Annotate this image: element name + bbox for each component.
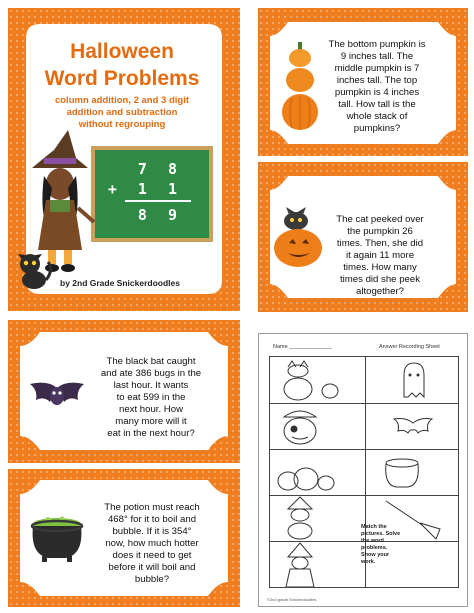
card-line: next hour. How [119, 404, 183, 415]
card-line: inches tall. The top [336, 75, 418, 86]
bat-icon [28, 378, 86, 414]
card-line: pumpkins? [353, 123, 401, 134]
card-line: The cat peeked over [336, 214, 424, 225]
instruction-line: problems. [361, 545, 388, 551]
card-line: times. Then, she did [336, 238, 424, 249]
card-cauldron-text [86, 502, 218, 586]
cover-subtitle-line3: without regrouping [78, 119, 166, 130]
chalkboard-row1: 7 8 [137, 160, 183, 178]
cover-title-line1: Halloween [70, 40, 174, 63]
sheet-name-label: Name ______________ [273, 344, 333, 350]
card-line: last hour. It wants [113, 380, 189, 391]
answer-recording-sheet [258, 333, 468, 607]
pumpkin-stack-icon [280, 40, 320, 136]
card-line: it again 11 more [345, 250, 415, 261]
witch-cat-outline-icon [270, 495, 364, 541]
cat-pumpkin-outline-icon [270, 357, 364, 403]
chalkboard [91, 146, 213, 242]
card-line: tall. How tall is the [338, 99, 416, 110]
card-line: the pumpkin 26 [347, 226, 413, 237]
card-line: The bottom pumpkin is [328, 39, 426, 50]
card-line: before it will boil and [108, 562, 196, 573]
card-line: now, how much hotter [105, 538, 199, 549]
card-line: whole stack of [346, 111, 408, 122]
card-line: pumpkin is 4 inches [334, 87, 420, 98]
chalkboard-line [125, 200, 191, 202]
witch-outline-icon [270, 541, 364, 587]
card-line: eat in the next hour? [107, 428, 195, 439]
card-line: bubble. If it is 354° [112, 526, 192, 537]
card-cat-peek-text [322, 214, 438, 298]
card-pumpkin-stack-text [318, 39, 436, 135]
card-line: 468° for it to boil and [107, 514, 197, 525]
instruction-line: work. [361, 559, 376, 565]
card-line: middle pumpkin is 7 [334, 63, 420, 74]
instruction-line: Match the [361, 524, 387, 530]
chalkboard-row2: + 1 1 [107, 180, 183, 198]
card-line: The potion must reach [104, 502, 200, 513]
card-bat-text [86, 356, 216, 440]
cover-title-line2: Word Problems [44, 67, 200, 90]
cauldron-icon [28, 514, 86, 564]
cover-subtitle-line2: addition and subtraction [66, 107, 178, 118]
cover-subtitle-line1: column addition, 2 and 3 digit [54, 95, 190, 106]
card-line: altogether? [355, 286, 404, 297]
black-cat-icon [14, 248, 54, 290]
instruction-line: pictures. Solve [361, 531, 401, 537]
card-line: does it need to get [112, 550, 192, 561]
cauldron-outline-icon [366, 449, 460, 495]
cat-pumpkin-icon [272, 203, 324, 269]
sheet-instructions [361, 524, 400, 566]
pirate-pumpkin-outline-icon [270, 403, 364, 449]
cover-title [38, 38, 206, 92]
bat-outline-icon [366, 403, 460, 449]
card-line: to eat 599 in the [116, 392, 186, 403]
card-line: The black bat caught [106, 356, 196, 367]
cover-subtitle [36, 95, 208, 131]
pumpkins-outline-icon [270, 449, 364, 495]
ghost-outline-icon [366, 357, 460, 403]
card-line: times. How many [343, 262, 417, 273]
card-line: bubble? [134, 574, 170, 585]
card-line: many more will it [115, 416, 187, 427]
card-line: and ate 386 bugs in the [100, 368, 202, 379]
card-line: 9 inches tall. The [340, 51, 414, 62]
sheet-footer: ©2nd grade Snickerdoodles [267, 597, 317, 602]
chalkboard-row3: 8 9 [137, 206, 183, 224]
cover-credit: by 2nd Grade Snickerdoodles [60, 278, 180, 288]
instruction-line: the word [361, 538, 384, 544]
instruction-line: Show your [361, 552, 390, 558]
card-line: times did she peek [340, 274, 420, 285]
sheet-title: Answer Recording Sheet [379, 344, 440, 350]
